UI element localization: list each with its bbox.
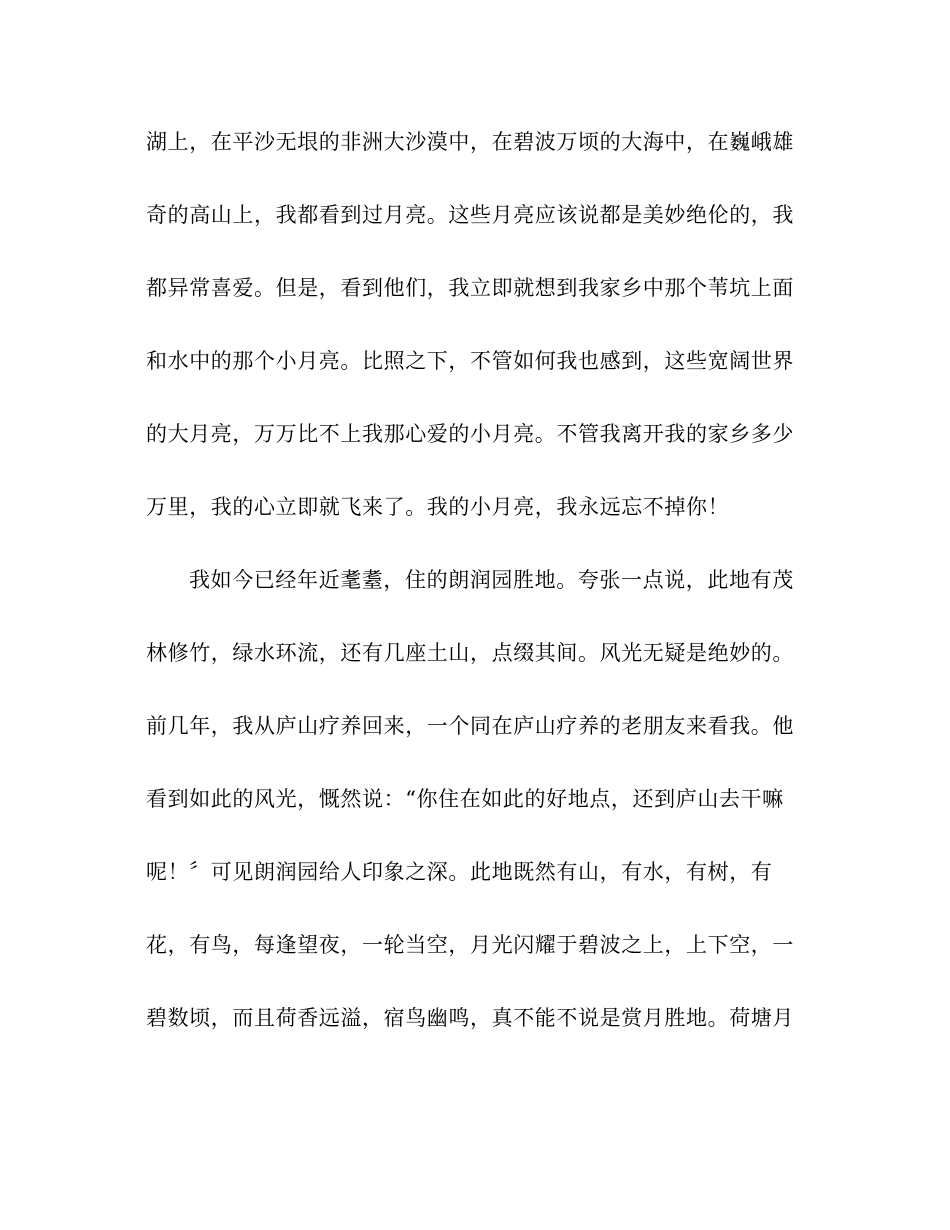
text-line: 花，有鸟，每逢望夜，一轮当空，月光闪耀于碧波之上，上下空，一: [146, 933, 794, 957]
text-line: 都异常喜爱。但是，看到他们，我立即就想到我家乡中那个苇坑上面: [146, 276, 794, 300]
text-line: 和水中的那个小月亮。比照之下，不管如何我也感到，这些宽阔世界: [146, 349, 794, 373]
text-line: 的大月亮，万万比不上我那心爱的小月亮。不管我离开我的家乡多少: [146, 422, 794, 446]
text-line: 前几年，我从庐山疗养回来，一个同在庐山疗养的老朋友来看我。他: [146, 714, 794, 738]
text-line: 林修竹，绿水环流，还有几座土山，点缀其间。风光无疑是绝妙的。: [146, 641, 794, 665]
text-line: 看到如此的风光，慨然说：“你住在如此的好地点，还到庐山去干嘛: [146, 787, 784, 811]
paragraph-start-line: 我如今已经年近耄耋，住的朗润园胜地。夸张一点说，此地有茂: [189, 568, 794, 592]
text-line: 奇的高山上，我都看到过月亮。这些月亮应该说都是美妙绝伦的，我: [146, 203, 794, 227]
body-text: [146, 121, 806, 1070]
text-line: 湖上，在平沙无垠的非洲大沙漠中，在碧波万顷的大海中，在巍峨雄: [146, 130, 794, 154]
text-line: 呢！〞可见朗润园给人印象之深。此地既然有山，有水，有树，有: [146, 860, 773, 884]
text-line: 万里，我的心立即就飞来了。我的小月亮，我永远忘不掉你！: [146, 495, 730, 519]
text-line: 碧数顷，而且荷香远溢，宿鸟幽鸣，真不能不说是赏月胜地。荷塘月: [146, 1006, 794, 1030]
